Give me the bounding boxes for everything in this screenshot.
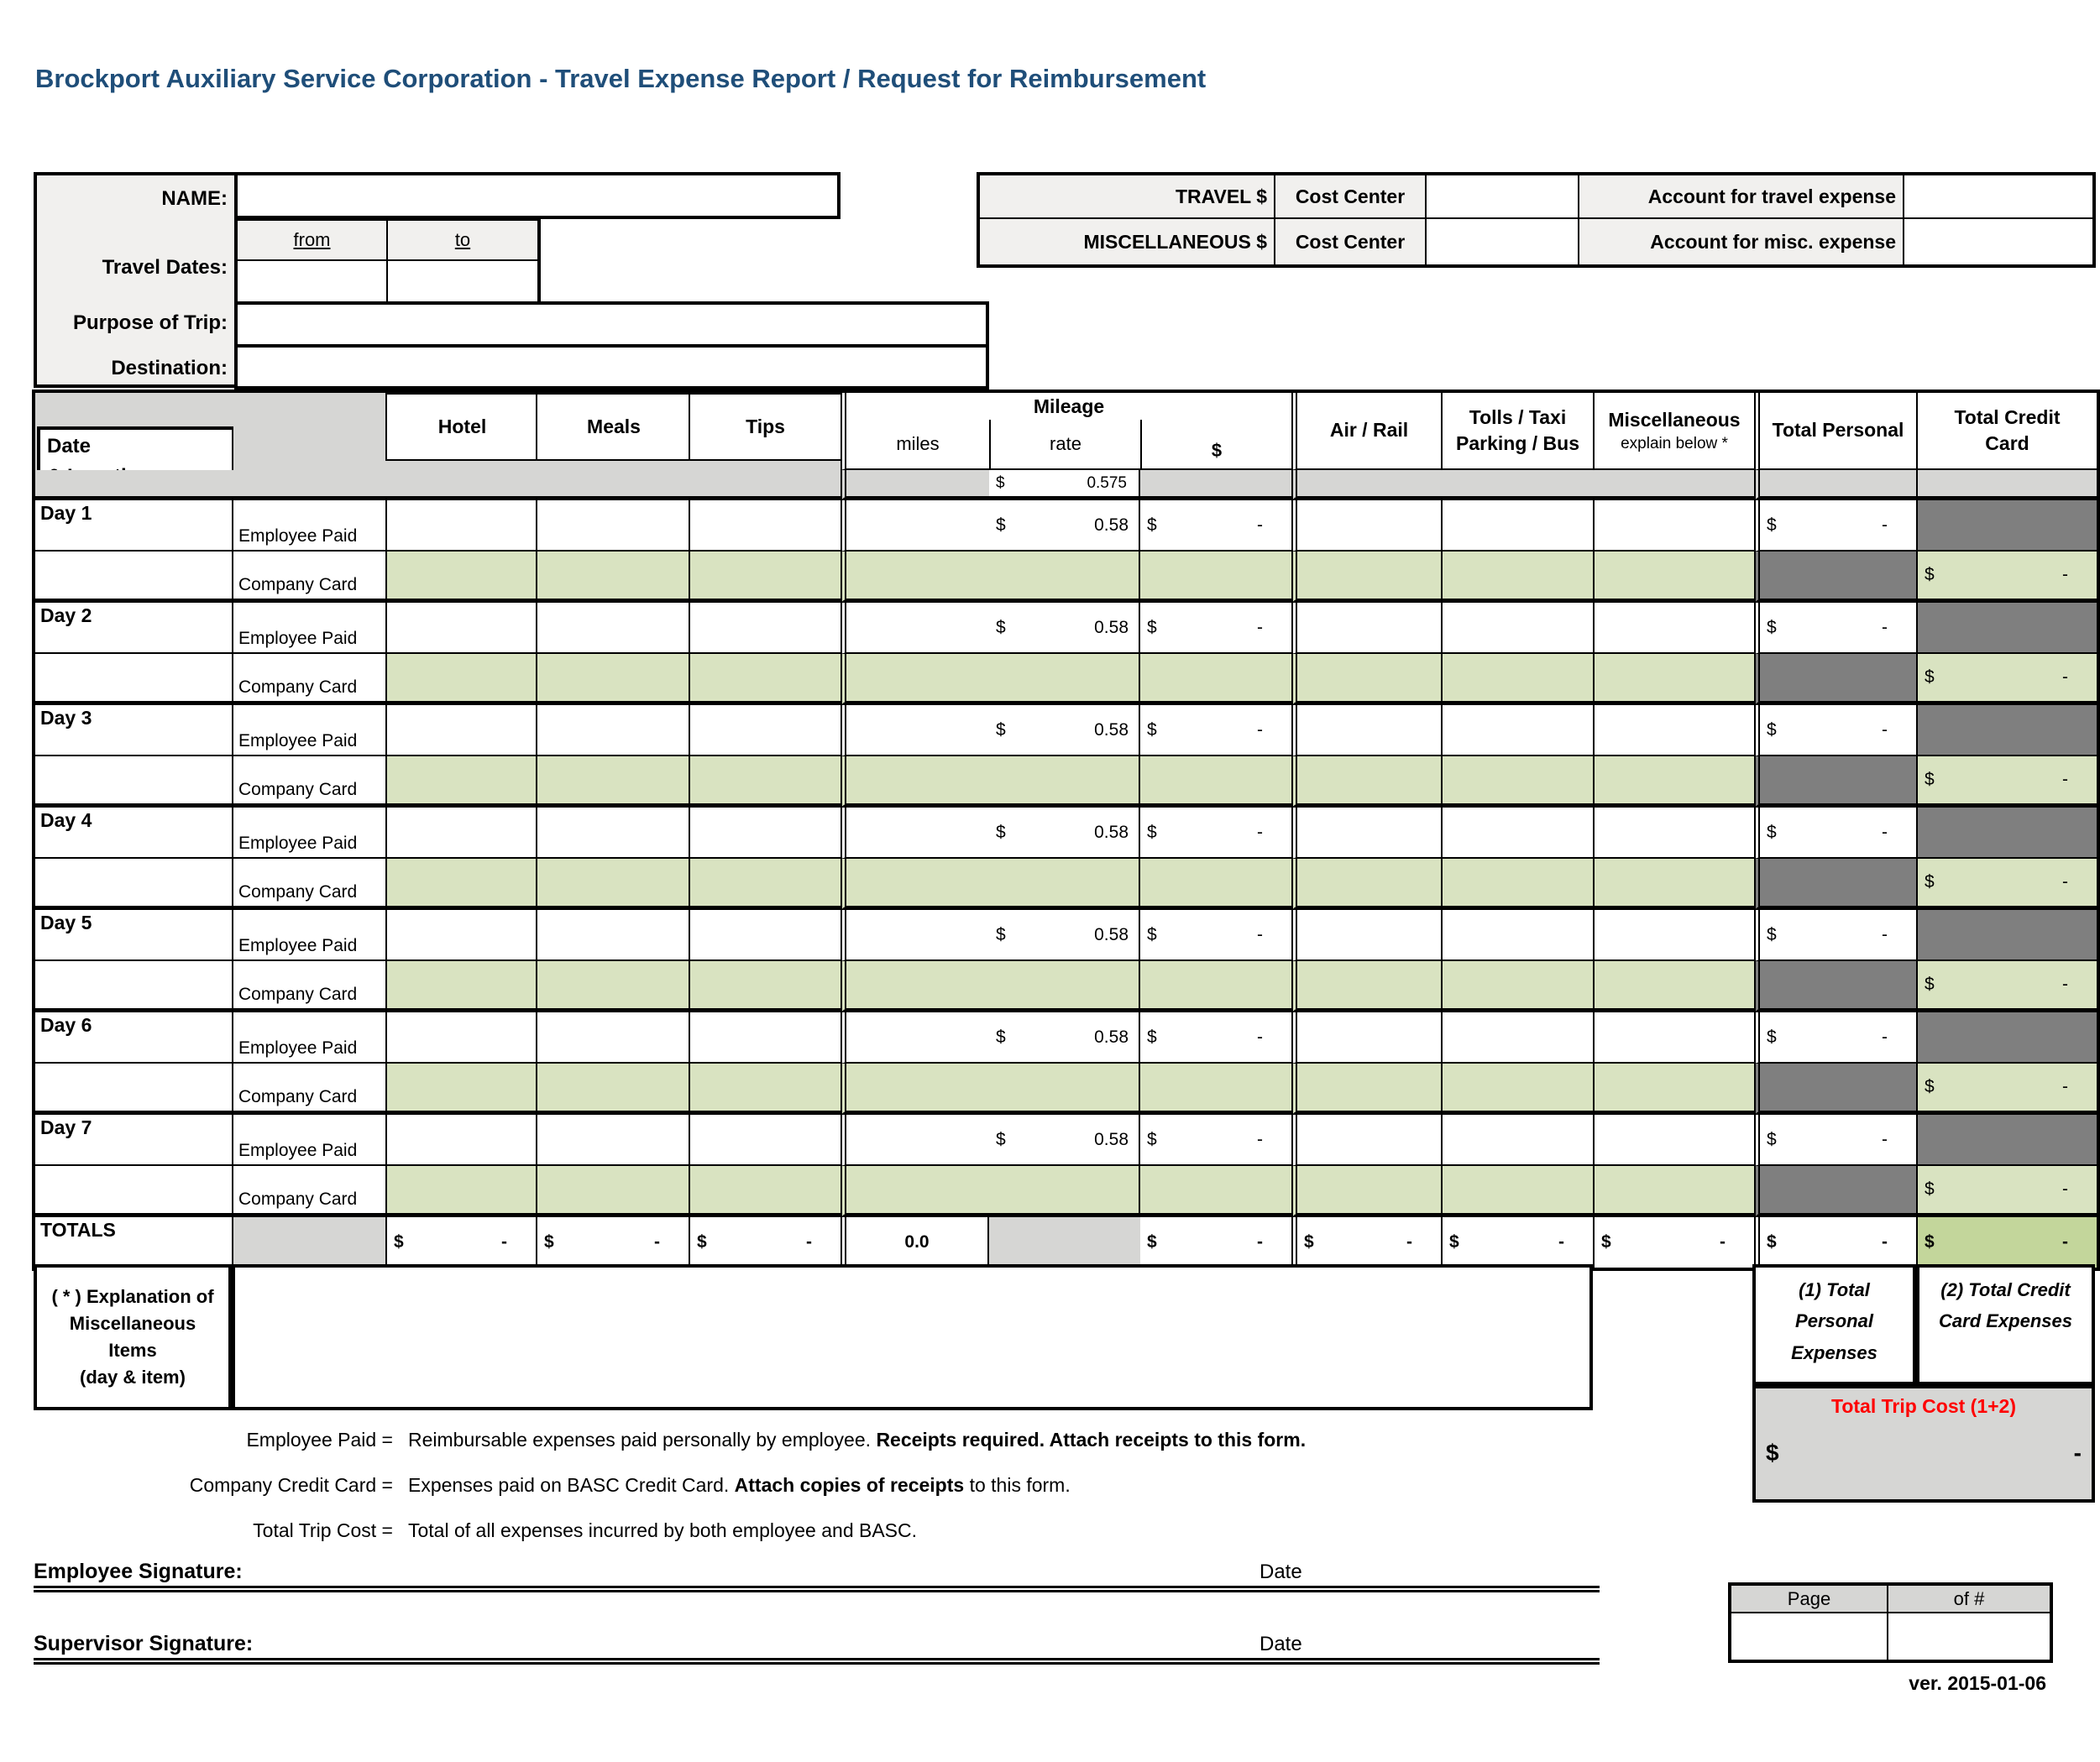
employee-paid-label: Employee Paid [233,603,387,654]
air-rail-input[interactable] [1291,500,1443,552]
mileage-column-header: Mileage miles rate $ [841,393,1291,470]
mileage-amount-card-cell [1140,552,1291,603]
air-rail-card-input[interactable] [1291,552,1443,603]
tips-card-input[interactable] [690,552,841,603]
meals-input[interactable] [537,705,690,756]
day-label: Day 3 [35,705,233,756]
blocked-cell [1754,1166,1918,1217]
totals-air-rail: $ - [1291,1217,1443,1268]
total-personal-cell: $ - [1754,910,1918,961]
rate-subheader: rate [989,420,1140,468]
employee-paid-label: Employee Paid [233,910,387,961]
from-input[interactable] [238,261,388,303]
tips-input[interactable] [690,500,841,552]
travel-dates-label: Travel Dates: [102,256,228,279]
rate-card-cell [989,654,1140,705]
misc-input[interactable] [1595,1115,1754,1166]
mileage-amount-cell: $ - [1140,1115,1291,1166]
tips-card-input[interactable] [690,654,841,705]
totals-mileage-amount: $ - [1140,1217,1291,1268]
tolls-card-input[interactable] [1443,1064,1595,1115]
totals-tolls: $ - [1443,1217,1595,1268]
hotel-input[interactable] [387,1012,537,1064]
total-credit-card-cell: $ - [1918,654,2097,705]
to-header: to [388,221,537,261]
travel-amount-label: TRAVEL $ [980,175,1275,219]
page-number-table [1728,1582,2053,1663]
rate-card-cell [989,756,1140,808]
air-rail-card-input[interactable] [1291,756,1443,808]
rate-card-cell [989,1166,1140,1217]
tolls-card-input[interactable] [1443,654,1595,705]
blocked-cell [1754,552,1918,603]
name-input[interactable] [234,172,841,219]
day-spacer [35,552,233,603]
total-credit-card-cell: $ - [1918,961,2097,1012]
day-label: Day 5 [35,910,233,961]
mileage-dollar-subheader: $ [1140,420,1291,468]
travel-account-input[interactable] [1904,175,2092,219]
miles-input[interactable] [841,500,989,552]
hotel-input[interactable] [387,910,537,961]
total-personal-cell: $ - [1754,500,1918,552]
tips-card-input[interactable] [690,961,841,1012]
miles-card-input[interactable] [841,961,989,1012]
employee-signature-line[interactable] [34,1549,1600,1592]
definition-employee-paid: Employee Paid = Reimbursable expenses paid personally by employee. Receipts required. Attach receipts to this form. [246,1428,1307,1451]
employee-paid-label: Employee Paid [233,705,387,756]
meals-card-input[interactable] [537,756,690,808]
hotel-card-input[interactable] [387,552,537,603]
misc-account-label: Account for misc. expense [1579,219,1904,264]
meals-input[interactable] [537,500,690,552]
page-title: Brockport Auxiliary Service Corporation - Travel Expense Report / Request for Reimbursement [35,64,1207,93]
hotel-column-header: Hotel [387,393,537,470]
definition-company-credit-card: Company Credit Card = Expenses paid on BASC Credit Card. Attach copies of receipts to this form. [189,1473,1071,1496]
blocked-cell [1754,1064,1918,1115]
meals-card-input[interactable] [537,654,690,705]
header-spacer [1140,470,1291,500]
mileage-rate-cell: $ 0.58 [989,500,1140,552]
tolls-column-header: Tolls / Taxi Parking / Bus [1443,393,1595,470]
hotel-input[interactable] [387,705,537,756]
supervisor-signature-line[interactable] [34,1621,1600,1665]
accounting-table [977,172,2096,268]
total-trip-cost-value: $ - [1766,1440,2082,1466]
total-personal-cell: $ - [1754,808,1918,859]
company-card-label: Company Card [233,859,387,910]
hotel-input[interactable] [387,603,537,654]
tolls-card-input[interactable] [1443,859,1595,910]
purpose-input[interactable] [234,301,989,348]
mileage-amount-cell: $ - [1140,808,1291,859]
air-rail-input[interactable] [1291,808,1443,859]
mileage-rate-cell: $ 0.58 [989,1115,1140,1166]
misc-input[interactable] [1595,705,1754,756]
header-spacer [1918,470,2097,500]
totals-total-personal: $ - [1754,1217,1918,1268]
day-label: Day 6 [35,1012,233,1064]
misc-input[interactable] [1595,910,1754,961]
company-card-label: Company Card [233,756,387,808]
total-personal-cell: $ - [1754,603,1918,654]
mileage-amount-card-cell [1140,859,1291,910]
total-trip-cost-label: Total Trip Cost (1+2) [1830,1395,2017,1417]
supervisor-date-label: Date [1259,1633,1302,1655]
tips-card-input[interactable] [690,859,841,910]
tolls-input[interactable] [1443,500,1595,552]
header-spacer [537,470,690,500]
version-text: ver. 2015-01-06 [1909,1672,2046,1694]
meals-card-input[interactable] [537,552,690,603]
tolls-input[interactable] [1443,705,1595,756]
total-credit-card-cell: $ - [1918,1064,2097,1115]
employee-paid-label: Employee Paid [233,808,387,859]
employee-signature-label: Employee Signature: [34,1560,243,1583]
misc-amount-label: MISCELLANEOUS $ [980,219,1275,264]
misc-input[interactable] [1595,808,1754,859]
destination-input[interactable] [234,344,989,390]
standard-mileage-rate: $ 0.575 [989,470,1140,500]
total-credit-card-column-header: Total Credit Card [1918,393,2097,470]
air-rail-card-input[interactable] [1291,961,1443,1012]
rate-card-cell [989,859,1140,910]
blocked-cell [1754,859,1918,910]
company-card-label: Company Card [233,1166,387,1217]
mileage-amount-card-cell [1140,1064,1291,1115]
header-spacer [233,470,387,500]
totals-spacer [233,1217,387,1268]
total-personal-column-header: Total Personal [1754,393,1918,470]
tolls-input[interactable] [1443,808,1595,859]
day-spacer [35,756,233,808]
header-spacer [1291,470,1443,500]
day-label: Day 1 [35,500,233,552]
tips-input[interactable] [690,1012,841,1064]
day-label: Day 7 [35,1115,233,1166]
day-label: Day 4 [35,808,233,859]
day-label: Day 2 [35,603,233,654]
meals-card-input[interactable] [537,859,690,910]
mileage-amount-cell: $ - [1140,1012,1291,1064]
date-location-header: Date [37,426,235,500]
misc-card-input[interactable] [1595,654,1754,705]
travel-dates-table [234,217,541,306]
tolls-card-input[interactable] [1443,1166,1595,1217]
total-credit-card-cell: $ - [1918,552,2097,603]
destination-label: Destination: [111,357,228,379]
misc-cost-center-input[interactable] [1427,219,1579,264]
mileage-rate-cell: $ 0.58 [989,603,1140,654]
air-rail-input[interactable] [1291,705,1443,756]
miles-card-input[interactable] [841,859,989,910]
tips-column-header: Tips [690,393,841,470]
meals-input[interactable] [537,1115,690,1166]
misc-card-input[interactable] [1595,552,1754,603]
hotel-card-input[interactable] [387,1166,537,1217]
miles-card-input[interactable] [841,1166,989,1217]
day-spacer [35,1166,233,1217]
to-input[interactable] [388,261,537,303]
miles-card-input[interactable] [841,654,989,705]
totals-spacer [989,1217,1140,1268]
mileage-rate-cell: $ 0.58 [989,808,1140,859]
air-rail-input[interactable] [1291,910,1443,961]
hotel-input[interactable] [387,808,537,859]
expense-table [32,390,2100,1271]
total-personal-cell: $ - [1754,705,1918,756]
misc-card-input[interactable] [1595,756,1754,808]
blocked-cell [1754,961,1918,1012]
air-rail-column-header: Air / Rail [1291,393,1443,470]
tolls-input[interactable] [1443,910,1595,961]
tips-card-input[interactable] [690,1166,841,1217]
tips-input[interactable] [690,603,841,654]
blocked-cell [1918,500,2097,552]
of-input[interactable] [1888,1613,2050,1660]
mileage-rate-cell: $ 0.58 [989,705,1140,756]
hotel-card-input[interactable] [387,654,537,705]
meals-card-input[interactable] [537,961,690,1012]
totals-meals: $ - [537,1217,690,1268]
blocked-cell [1918,808,2097,859]
meals-column-header: Meals [537,393,690,470]
employee-paid-label: Employee Paid [233,1012,387,1064]
hotel-card-input[interactable] [387,859,537,910]
supervisor-signature-label: Supervisor Signature: [34,1632,254,1655]
blocked-cell [1918,1012,2097,1064]
header-spacer [35,470,233,500]
header-spacer [690,470,841,500]
header-spacer [35,393,233,470]
header-left-panel [34,172,238,388]
employee-paid-label: Employee Paid [233,1115,387,1166]
miles-input[interactable] [841,603,989,654]
air-rail-card-input[interactable] [1291,1064,1443,1115]
page-header: Page [1731,1586,1888,1613]
tips-input[interactable] [690,910,841,961]
air-rail-card-input[interactable] [1291,859,1443,910]
hotel-card-input[interactable] [387,756,537,808]
hotel-card-input[interactable] [387,961,537,1012]
totals-hotel: $ - [387,1217,537,1268]
miles-input[interactable] [841,1115,989,1166]
travel-cost-center-input[interactable] [1427,175,1579,219]
definitions [34,1417,1377,1553]
employee-paid-label: Employee Paid [233,500,387,552]
header-spacer [1443,470,1595,500]
miles-subheader: miles [896,433,940,454]
misc-input[interactable] [1595,603,1754,654]
mileage-amount-cell: $ - [1140,910,1291,961]
purpose-label: Purpose of Trip: [72,311,228,334]
tolls-input[interactable] [1443,603,1595,654]
mileage-amount-card-cell [1140,961,1291,1012]
total-credit-card-expenses-label: (2) Total Credit Card Expenses [1916,1264,2095,1385]
miles-card-input[interactable] [841,1064,989,1115]
tips-card-input[interactable] [690,756,841,808]
mileage-amount-cell: $ - [1140,705,1291,756]
total-trip-cost-box [1752,1385,2095,1503]
air-rail-input[interactable] [1291,1012,1443,1064]
total-personal-cell: $ - [1754,1115,1918,1166]
company-card-label: Company Card [233,961,387,1012]
mileage-amount-card-cell [1140,1166,1291,1217]
day-spacer [35,961,233,1012]
rate-card-cell [989,552,1140,603]
explanation-input[interactable] [232,1264,1593,1410]
meals-input[interactable] [537,910,690,961]
travel-account-label: Account for travel expense [1579,175,1904,219]
totals-tips: $ - [690,1217,841,1268]
tips-input[interactable] [690,808,841,859]
misc-cost-center-label: Cost Center [1275,219,1427,264]
name-label: NAME: [161,187,228,210]
rate-card-cell [989,1064,1140,1115]
miles-input[interactable] [841,1012,989,1064]
total-credit-card-cell: $ - [1918,1166,2097,1217]
misc-card-input[interactable] [1595,1166,1754,1217]
meals-input[interactable] [537,1012,690,1064]
header-spacer [1754,470,1918,500]
total-personal-cell: $ - [1754,1012,1918,1064]
misc-card-input[interactable] [1595,859,1754,910]
header-spacer [1595,470,1754,500]
day-spacer [35,1064,233,1115]
tips-card-input[interactable] [690,1064,841,1115]
meals-card-input[interactable] [537,1064,690,1115]
meals-input[interactable] [537,808,690,859]
day-spacer [35,859,233,910]
of-header: of # [1888,1586,2050,1613]
page-input[interactable] [1731,1613,1888,1660]
misc-input[interactable] [1595,500,1754,552]
tolls-input[interactable] [1443,1012,1595,1064]
definition-total-trip-cost: Total Trip Cost = Total of all expenses incurred by both employee and BASC. [253,1519,918,1541]
blocked-cell [1918,705,2097,756]
totals-label: TOTALS [35,1217,233,1268]
mileage-amount-cell: $ - [1140,500,1291,552]
travel-cost-center-label: Cost Center [1275,175,1427,219]
miles-input[interactable] [841,808,989,859]
air-rail-card-input[interactable] [1291,1166,1443,1217]
total-personal-expenses-label: (1) Total Personal Expenses [1752,1264,1916,1385]
blocked-cell [1918,1115,2097,1166]
meals-card-input[interactable] [537,1166,690,1217]
meals-input[interactable] [537,603,690,654]
tolls-card-input[interactable] [1443,756,1595,808]
hotel-input[interactable] [387,1115,537,1166]
rate-card-cell [989,961,1140,1012]
mileage-amount-card-cell [1140,756,1291,808]
misc-column-header: Miscellaneous explain below * [1595,393,1754,470]
misc-card-input[interactable] [1595,1064,1754,1115]
tolls-card-input[interactable] [1443,961,1595,1012]
from-header: from [238,221,388,261]
tolls-input[interactable] [1443,1115,1595,1166]
blocked-cell [1918,603,2097,654]
air-rail-input[interactable] [1291,603,1443,654]
hotel-card-input[interactable] [387,1064,537,1115]
company-card-label: Company Card [233,654,387,705]
miles-card-input[interactable] [841,552,989,603]
header-spacer [841,470,989,500]
blocked-cell [1754,654,1918,705]
totals-misc: $ - [1595,1217,1754,1268]
day-spacer [35,654,233,705]
employee-date-label: Date [1259,1561,1302,1583]
air-rail-input[interactable] [1291,1115,1443,1166]
tolls-card-input[interactable] [1443,552,1595,603]
explanation-label: ( * ) Explanation of Miscellaneous Items (day & item) [34,1264,232,1410]
blocked-cell [1754,756,1918,808]
company-card-label: Company Card [233,552,387,603]
mileage-rate-cell: $ 0.58 [989,910,1140,961]
misc-card-input[interactable] [1595,961,1754,1012]
total-credit-card-cell: $ - [1918,859,2097,910]
air-rail-card-input[interactable] [1291,654,1443,705]
mileage-amount-cell: $ - [1140,603,1291,654]
misc-account-input[interactable] [1904,219,2092,264]
totals-miles: 0.0 [841,1217,989,1268]
header-spacer [387,470,537,500]
hotel-input[interactable] [387,500,537,552]
misc-input[interactable] [1595,1012,1754,1064]
company-card-label: Company Card [233,1064,387,1115]
total-credit-card-cell: $ - [1918,756,2097,808]
miles-input[interactable] [841,705,989,756]
blocked-cell [1918,910,2097,961]
header-spacer [233,393,387,470]
miles-input[interactable] [841,910,989,961]
totals-total-credit-card: $ - [1918,1217,2097,1268]
mileage-amount-card-cell [1140,654,1291,705]
tips-input[interactable] [690,705,841,756]
tips-input[interactable] [690,1115,841,1166]
mileage-rate-cell: $ 0.58 [989,1012,1140,1064]
miles-card-input[interactable] [841,756,989,808]
